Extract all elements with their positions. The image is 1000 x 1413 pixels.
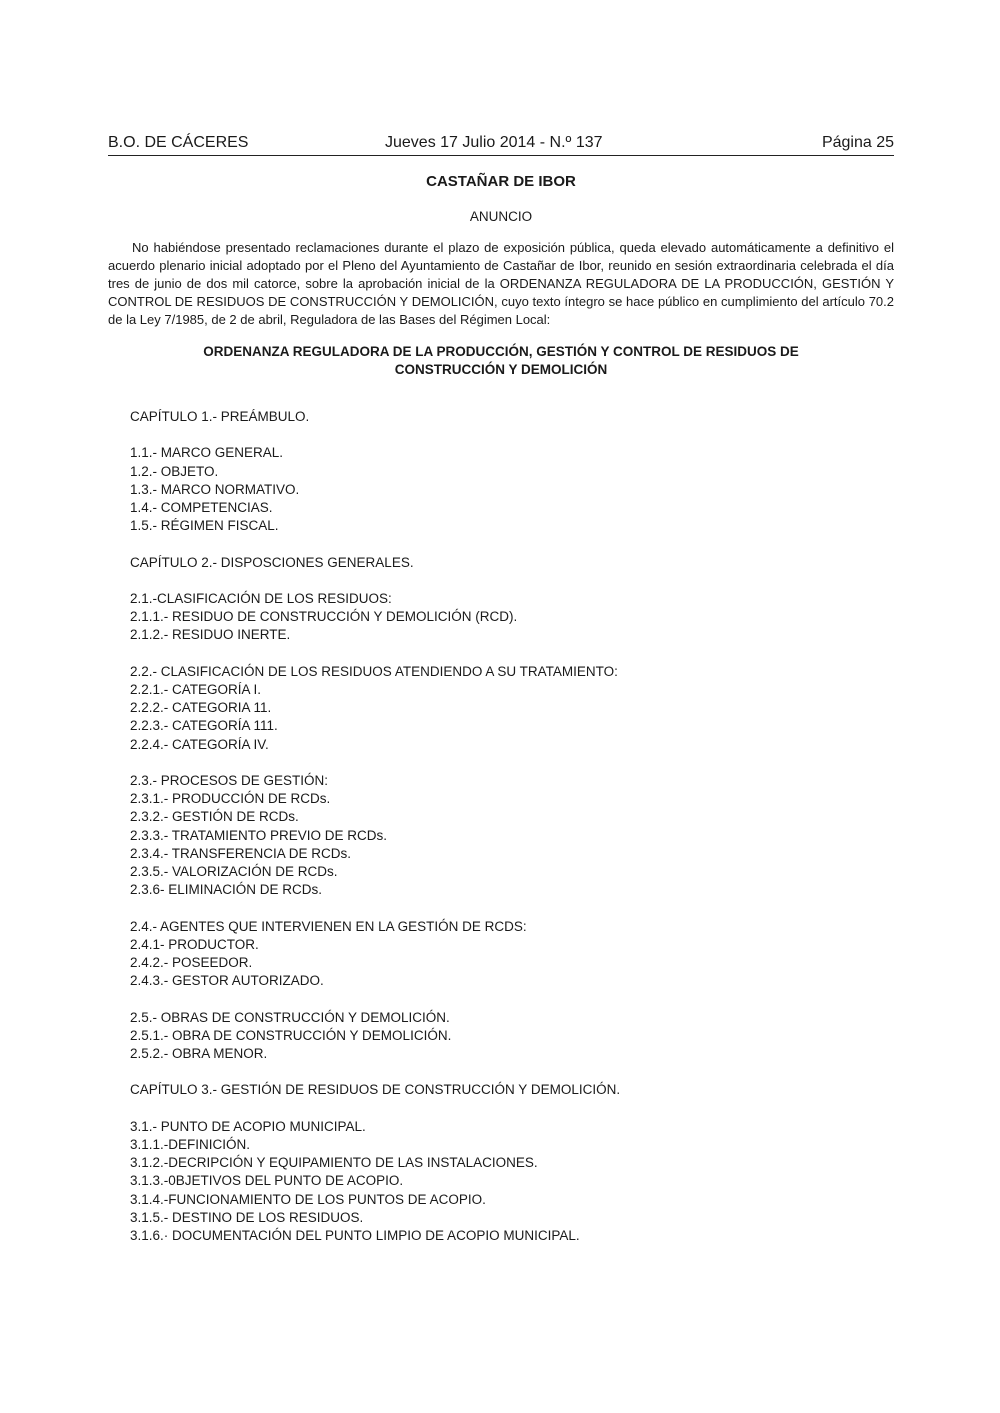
intro-paragraph: No habiéndose presentado reclamaciones durante el plazo de exposición pública, queda elevado automáticamente a definitivo el acuerdo plenario inicial adoptado por el Pleno del Ayuntamiento de Castañar de Ibor, reunido en sesión extraordinaria celebrada el día tres de junio de dos mil catorce, sobre la aprobación inicial de la ORDENANZA REGULADORA DE LA PRODUCCIÓN, GESTIÓN Y CONTROL DE RESIDUOS DE CONSTRUCCIÓN Y DEMOLICIÓN, cuyo texto íntegro se hace público en cumplimiento del artículo 70.2 de la Ley 7/1985, de 2 de abril, Reguladora de las Bases del Régimen Local: <box>108 240 894 327</box>
publication-name: B.O. DE CÁCERES <box>108 134 249 151</box>
toc-entry: 2.2.4.- CATEGORÍA IV. <box>130 736 269 752</box>
toc-entry: 3.1.6.· DOCUMENTACIÓN DEL PUNTO LIMPIO DE ACOPIO MUNICIPAL. <box>130 1228 580 1243</box>
toc-entry: 2.3.4.- TRANSFERENCIA DE RCDs. <box>130 845 352 861</box>
notice-type: ANUNCIO <box>469 209 533 224</box>
toc-entry: 1.3.- MARCO NORMATIVO. <box>130 481 300 497</box>
toc-block <box>130 444 894 535</box>
toc-entry: 1.2.- OBJETO. <box>130 463 219 479</box>
toc-block <box>130 408 894 426</box>
toc-entry: 1.1.- MARCO GENERAL. <box>130 445 284 461</box>
toc-block <box>130 590 894 645</box>
toc-entry: CAPÍTULO 2.- DISPOSCIONES GENERALES. <box>130 554 414 570</box>
toc-entry: 2.4.1- PRODUCTOR. <box>130 936 259 952</box>
toc-entry: 3.1.1.-DEFINICIÓN. <box>130 1136 251 1152</box>
ordinance-title-line: ORDENANZA REGULADORA DE LA PRODUCCIÓN, GESTIÓN Y CONTROL DE RESIDUOS DE <box>203 344 799 359</box>
toc-entry: 2.2.3.- CATEGORÍA 111. <box>130 718 278 734</box>
toc-entry: 3.1.4.-FUNCIONAMIENTO DE LOS PUNTOS DE ACOPIO. <box>130 1191 486 1207</box>
toc-entry: 2.4.2.- POSEEDOR. <box>130 955 253 970</box>
organization-title: CASTAÑAR DE IBOR <box>426 173 576 190</box>
toc-entry: 2.3.5.- VALORIZACIÓN DE RCDs. <box>130 864 338 879</box>
toc-entry: 3.1.- PUNTO DE ACOPIO MUNICIPAL. <box>130 1118 366 1134</box>
toc-block <box>130 663 894 754</box>
toc-entry: 2.3.- PROCESOS DE GESTIÓN: <box>130 772 329 788</box>
page-number: Página 25 <box>821 134 894 151</box>
toc-block <box>130 1009 894 1064</box>
toc-entry: 2.3.2.- GESTIÓN DE RCDs. <box>130 809 299 825</box>
toc-entry: 2.4.- AGENTES QUE INTERVIENEN EN LA GESTIÓN DE RCDS: <box>130 918 527 934</box>
toc-entry: 3.1.3.-0BJETIVOS DEL PUNTO DE ACOPIO. <box>130 1173 404 1189</box>
toc-block <box>130 918 894 991</box>
toc-entry: 2.4.3.- GESTOR AUTORIZADO. <box>130 973 324 989</box>
toc-entry: 2.3.6- ELIMINACIÓN DE RCDs. <box>130 882 323 898</box>
ordinance-title <box>158 343 844 379</box>
toc-block <box>130 1081 894 1099</box>
page-header <box>108 133 894 156</box>
toc-entry: 2.5.1.- OBRA DE CONSTRUCCIÓN Y DEMOLICIÓN. <box>130 1027 452 1043</box>
toc-entry: 3.1.2.-DECRIPCIÓN Y EQUIPAMIENTO DE LAS INSTALACIONES. <box>130 1155 538 1171</box>
toc-block <box>130 772 894 899</box>
issue-date: Jueves 17 Julio 2014 - N.º 137 <box>385 134 603 151</box>
toc-block <box>130 1118 894 1245</box>
toc-entry: 2.5.2.- OBRA MENOR. <box>130 1046 268 1061</box>
toc-block <box>130 554 894 572</box>
toc-entry: 2.2.- CLASIFICACIÓN DE LOS RESIDUOS ATENDIENDO A SU TRATAMIENTO: <box>130 663 618 679</box>
toc-entry: 2.5.- OBRAS DE CONSTRUCCIÓN Y DEMOLICIÓN. <box>130 1009 450 1025</box>
toc-entry: CAPÍTULO 3.- GESTIÓN DE RESIDUOS DE CONSTRUCCIÓN Y DEMOLICIÓN. <box>130 1082 621 1098</box>
toc-entry: CAPÍTULO 1.- PREÁMBULO. <box>130 409 310 424</box>
ordinance-title-line: CONSTRUCCIÓN Y DEMOLICIÓN <box>394 362 608 377</box>
toc-entry: 2.3.1.- PRODUCCIÓN DE RCDs. <box>130 791 331 807</box>
toc-entry: 1.4.- COMPETENCIAS. <box>130 500 273 515</box>
table-of-contents <box>108 408 894 1245</box>
toc-entry: 2.2.2.- CATEGORIA 11. <box>130 700 272 716</box>
toc-entry: 1.5.- RÉGIMEN FISCAL. <box>130 518 279 534</box>
toc-entry: 2.1.-CLASIFICACIÓN DE LOS RESIDUOS: <box>130 590 392 606</box>
toc-entry: 2.3.3.- TRATAMIENTO PREVIO DE RCDs. <box>130 827 388 843</box>
toc-entry: 2.1.1.- RESIDUO DE CONSTRUCCIÓN Y DEMOLICIÓN (RCD). <box>130 609 518 625</box>
toc-entry: 2.2.1.- CATEGORÍA I. <box>130 681 262 697</box>
toc-entry: 2.1.2.- RESIDUO INERTE. <box>130 627 291 643</box>
document-page <box>108 133 894 1263</box>
toc-entry: 3.1.5.- DESTINO DE LOS RESIDUOS. <box>130 1209 364 1225</box>
